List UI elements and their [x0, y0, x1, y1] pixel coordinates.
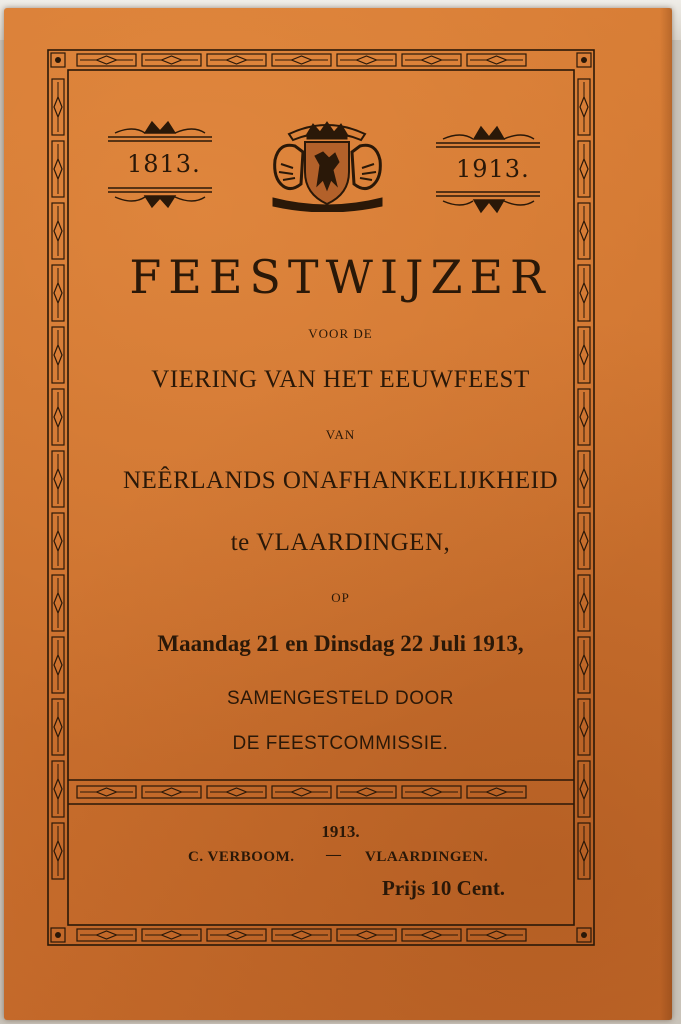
price-label: Prijs 10 Cent. [382, 876, 506, 900]
line-samengesteld: SAMENGESTELD DOOR [226, 688, 455, 709]
line-feestcommissie: DE FEESTCOMMISSIE. [232, 733, 449, 754]
year-left: 1813. [127, 150, 201, 178]
line-date: Maandag 21 en Dinsdag 22 Juli 1913, [157, 631, 524, 656]
footer-year: 1913. [321, 822, 360, 841]
publisher-place: VLAARDINGEN. [365, 849, 489, 865]
line-van: VAN [325, 427, 356, 442]
coat-of-arms-icon [265, 120, 390, 212]
publisher-dash: — [326, 847, 341, 863]
cover-title: FEESTWIJZER [129, 250, 552, 304]
line-viering: VIERING VAN HET EEUWFEEST [151, 366, 530, 393]
line-te-vlaardingen: te VLAARDINGEN, [230, 529, 451, 556]
line-neerlands: NEÊRLANDS ONAFHANKELIJKHEID [123, 467, 558, 494]
publisher-name: C. VERBOOM. [188, 849, 295, 865]
line-voor-de: VOOR DE [308, 326, 373, 341]
line-op: OP [331, 590, 350, 605]
year-right: 1913. [456, 155, 530, 183]
